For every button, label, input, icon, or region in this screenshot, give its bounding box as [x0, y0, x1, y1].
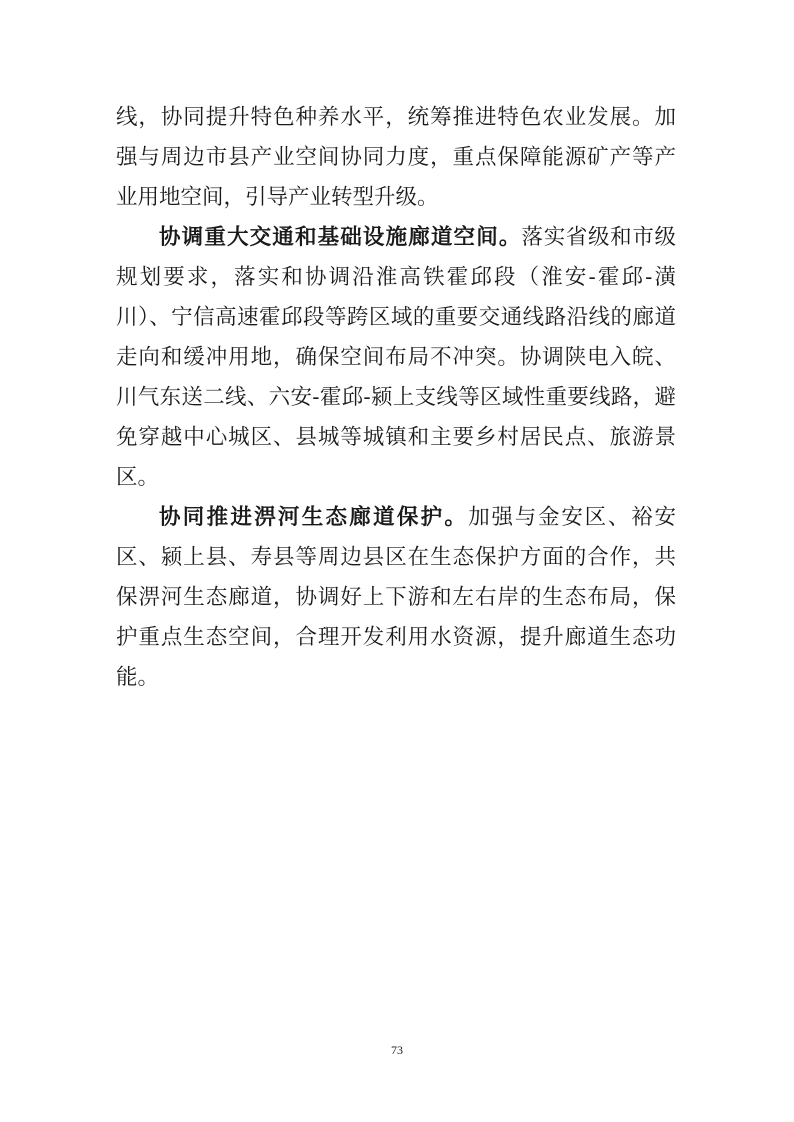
- paragraph-heading: 协调重大交通和基础设施廊道空间。: [159, 225, 522, 250]
- body-text: [116, 98, 676, 698]
- text-line: 强与周边市县产业空间协同力度，重点保障能源矿产等产: [116, 145, 676, 170]
- text-line: 能。: [116, 665, 160, 690]
- text-run: 加强与金安区、裕安: [468, 505, 676, 530]
- text-line: 规划要求，落实和协调沿淮高铁霍邱段（淮安-霍邱-潢: [116, 265, 676, 290]
- text-line: 保淠河生态廊道，协调好上下游和左右岸的生态布局，保: [116, 585, 676, 610]
- paragraph-heading: 协同推进淠河生态廊道保护。: [159, 505, 469, 530]
- paragraph-3: [116, 498, 676, 698]
- text-run: 落实省级和市级: [521, 225, 676, 250]
- text-line: 护重点生态空间，合理开发利用水资源，提升廊道生态功: [116, 625, 676, 650]
- text-line: 川）、宁信高速霍邱段等跨区域的重要交通线路沿线的廊道: [116, 305, 676, 330]
- paragraph-1: [116, 98, 676, 218]
- text-line: [116, 498, 676, 538]
- text-line: 走向和缓冲用地，确保空间布局不冲突。协调陕电入皖、: [116, 345, 676, 370]
- text-line: 川气东送二线、六安-霍邱-颍上支线等区域性重要线路，避: [116, 385, 676, 410]
- text-line: 区。: [116, 465, 160, 490]
- paragraph-2: [116, 218, 676, 498]
- text-line: 业用地空间，引导产业转型升级。: [116, 185, 439, 210]
- text-line: 线，协同提升特色种养水平，统筹推进特色农业发展。加: [116, 105, 676, 130]
- page-number: 73: [391, 1043, 403, 1057]
- text-line: [116, 218, 676, 258]
- text-line: 区、颍上县、寿县等周边县区在生态保护方面的合作，共: [116, 545, 676, 570]
- text-line: 免穿越中心城区、县城等城镇和主要乡村居民点、旅游景: [116, 425, 676, 450]
